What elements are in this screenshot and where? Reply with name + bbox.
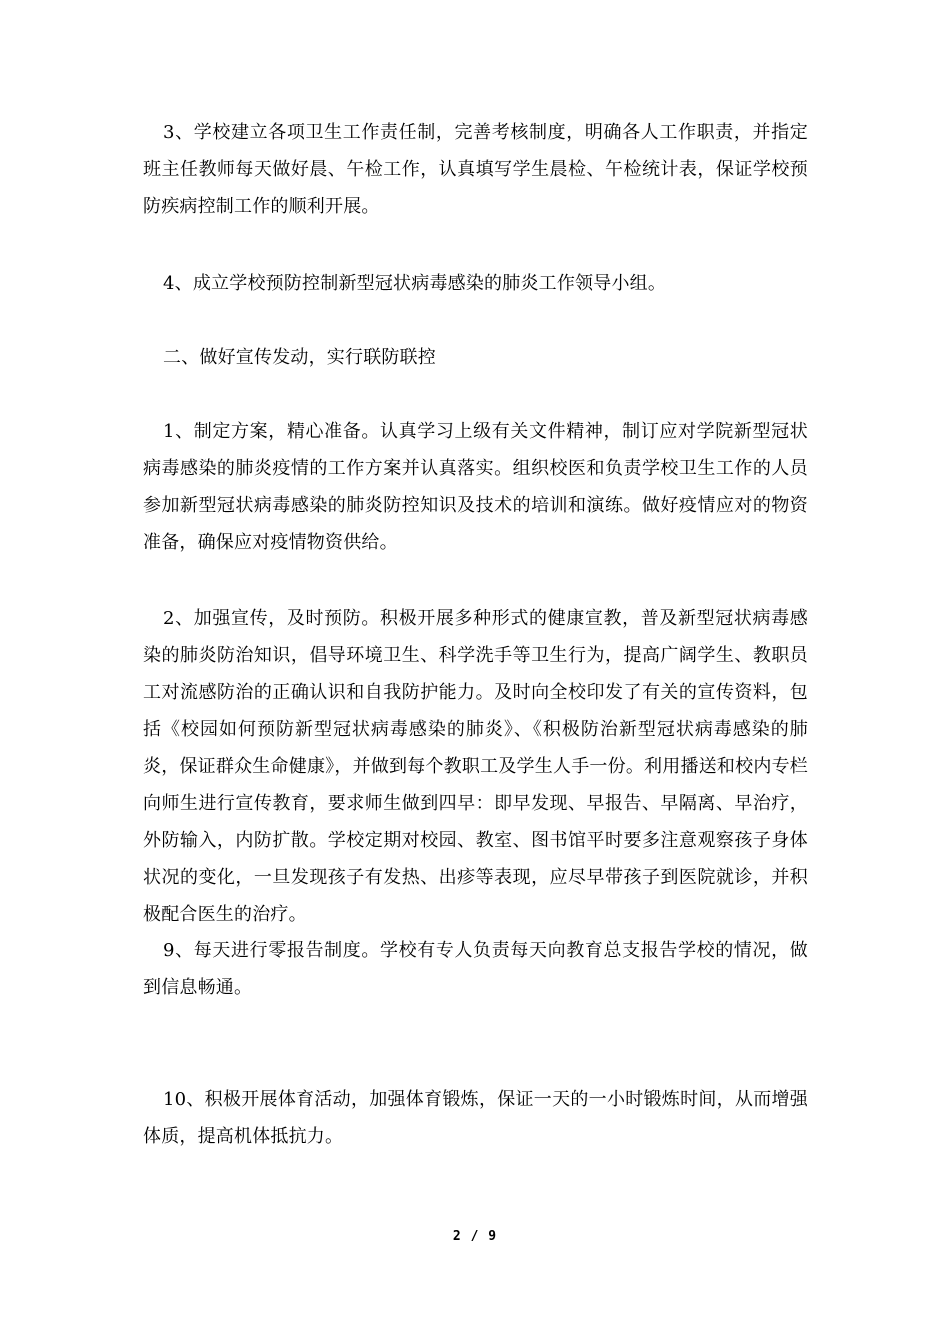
paragraph-4-leading-group: 4、成立学校预防控制新型冠状病毒感染的肺炎工作领导小组。 — [163, 273, 667, 294]
paragraph-2-publicity: 2、加强宣传，及时预防。积极开展多种形式的健康宣教，普及新型冠状病毒感染的肺炎防治知识，倡导环境卫生、科学洗手等卫生行为，提高广阔学生、教职员工对流感防治的正确认识和自我防护能力。及时向全校印发了有关的宣传资料，包括《校园如何预防新型冠状病毒感染的肺炎》、《积极防治新型冠状病毒感染的肺炎，保证群众生命健康》，并做到每个教职工及学生人手一份。利用播送和校内专栏向师生进行宣传教育，要求师生做到四早：即早发现、早报告、早隔离、早治疗，外防输入，内防扩散。学校定期对校园、教室、图书馆平时要多注意观察孩子身体状况的变化，一旦发现孩子有发热、出疹等表现，应尽早带孩子到医院就诊，并积极配合医生的治疗。 — [143, 608, 808, 925]
section-heading-publicity: 二、做好宣传发动，实行联防联控 — [163, 347, 436, 368]
page-number: 2 / 9 — [452, 1229, 498, 1244]
paragraph-1-plan: 1、制定方案，精心准备。认真学习上级有关文件精神，制订应对学院新型冠状病毒感染的肺炎疫情的工作方案并认真落实。组织校医和负责学校卫生工作的人员参加新型冠状病毒感染的肺炎防控知识及技术的培训和演练。做好疫情应对的物资准备，确保应对疫情物资供给。 — [143, 421, 808, 553]
paragraph-3-responsibility: 3、学校建立各项卫生工作责任制，完善考核制度，明确各人工作职责，并指定班主任教师每天做好晨、午检工作，认真填写学生晨检、午检统计表，保证学校预防疾病控制工作的顺利开展。 — [143, 122, 808, 217]
paragraph-10-sports: 10、积极开展体育活动，加强体育锻炼，保证一天的一小时锻炼时间，从而增强体质，提高机体抵抗力。 — [143, 1089, 808, 1147]
paragraph-9-zero-report: 9、每天进行零报告制度。学校有专人负责每天向教育总支报告学校的情况，做到信息畅通。 — [143, 940, 808, 998]
